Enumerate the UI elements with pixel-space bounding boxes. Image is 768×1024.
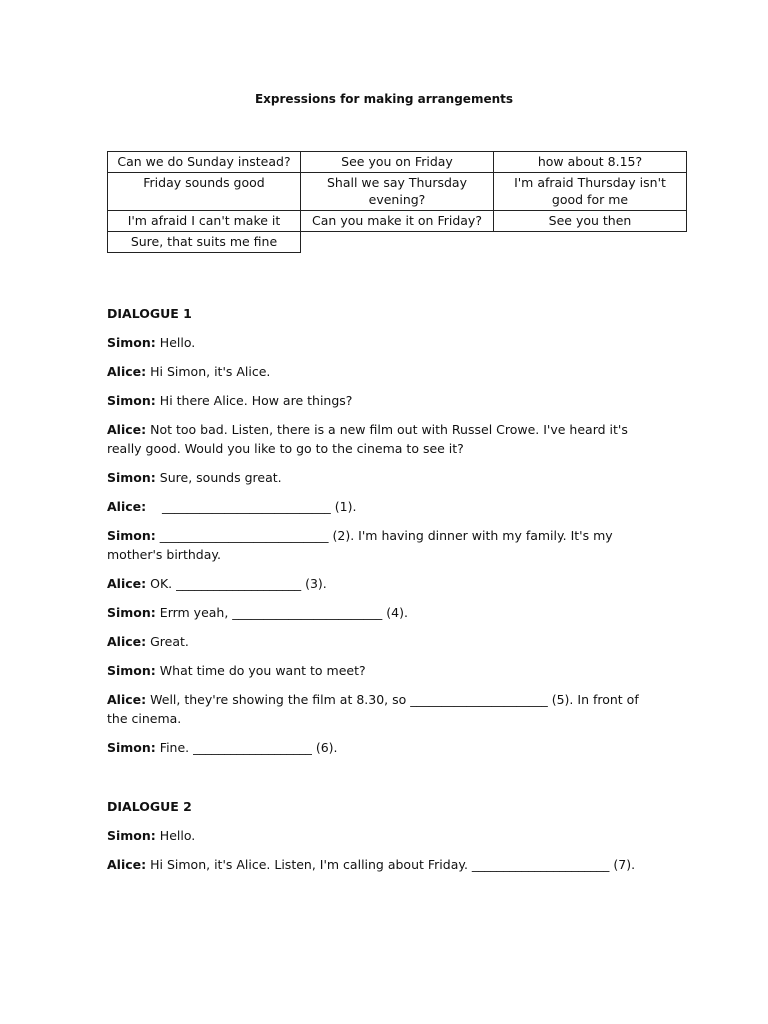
speaker-name: Simon:	[107, 740, 156, 755]
speaker-name: Alice:	[107, 857, 147, 872]
speaker-name: Simon:	[107, 393, 156, 408]
dialogue-line	[107, 661, 655, 680]
line-text: Hello.	[159, 335, 196, 350]
speaker-name: Simon:	[107, 663, 156, 678]
dialogue-line	[107, 632, 655, 651]
dialogue-line	[107, 391, 655, 410]
dialogue-line	[107, 826, 655, 845]
speaker-name: Alice:	[107, 499, 147, 514]
table-cell: Shall we say Thursday evening?	[301, 173, 494, 211]
line-text: Not too bad. Listen, there is a new film out with Russel Crowe. I've heard it's really good. Would you like to go to the cinema to see it?	[107, 422, 628, 456]
page-title: Expressions for making arrangements	[254, 92, 514, 106]
dialogue-line	[107, 738, 655, 757]
line-text: ___________________________ (2). I'm having dinner with my family. It's my mother's birthday.	[107, 528, 613, 562]
line-text: Hi Simon, it's Alice.	[150, 364, 271, 379]
table-cell: Friday sounds good	[108, 173, 301, 211]
speaker-name: Simon:	[107, 605, 156, 620]
speaker-name: Alice:	[107, 576, 147, 591]
speaker-name: Alice:	[107, 422, 147, 437]
table-row	[108, 173, 687, 211]
line-text: What time do you want to meet?	[159, 663, 366, 678]
speaker-name: Alice:	[107, 692, 147, 707]
dialogue-line	[107, 690, 655, 728]
table-cell: I'm afraid Thursday isn't good for me	[494, 173, 687, 211]
speaker-name: Alice:	[107, 634, 147, 649]
speaker-name: Simon:	[107, 335, 156, 350]
line-text: Errm yeah, ________________________ (4).	[159, 605, 408, 620]
speaker-name: Simon:	[107, 470, 156, 485]
table-row	[108, 211, 687, 232]
dialogue-line	[107, 574, 655, 593]
table-cell: See you on Friday	[301, 152, 494, 173]
table-cell: Can you make it on Friday?	[301, 211, 494, 232]
dialogue-line	[107, 468, 655, 487]
dialogue-heading: DIALOGUE 2	[107, 799, 192, 814]
dialogue-line	[107, 497, 655, 516]
line-text: Well, they're showing the film at 8.30, so ______________________ (5). In front of the cinema.	[107, 692, 639, 726]
table-cell-empty	[494, 232, 687, 253]
expressions-table	[107, 151, 687, 253]
table-cell-empty	[301, 232, 494, 253]
line-text: OK. ____________________ (3).	[150, 576, 327, 591]
speaker-name: Simon:	[107, 528, 156, 543]
dialogue-2	[107, 797, 655, 884]
dialogue-line	[107, 333, 655, 352]
dialogue-line	[107, 420, 655, 458]
line-text: Hi there Alice. How are things?	[159, 393, 353, 408]
table-cell: See you then	[494, 211, 687, 232]
table-cell: how about 8.15?	[494, 152, 687, 173]
dialogue-line	[107, 362, 655, 381]
line-text: ___________________________ (1).	[150, 499, 357, 514]
dialogue-line	[107, 855, 655, 874]
line-text: Hello.	[159, 828, 196, 843]
line-text: Fine. ___________________ (6).	[159, 740, 338, 755]
speaker-name: Alice:	[107, 364, 147, 379]
table-cell: Can we do Sunday instead?	[108, 152, 301, 173]
line-text: Hi Simon, it's Alice. Listen, I'm calling about Friday. ______________________ (7).	[150, 857, 636, 872]
table-cell: Sure, that suits me fine	[108, 232, 301, 253]
dialogue-heading: DIALOGUE 1	[107, 306, 192, 321]
dialogue-line	[107, 526, 655, 564]
table-row	[108, 152, 687, 173]
line-text: Sure, sounds great.	[159, 470, 282, 485]
table-cell: I'm afraid I can't make it	[108, 211, 301, 232]
dialogue-line	[107, 603, 655, 622]
line-text: Great.	[150, 634, 189, 649]
table-row	[108, 232, 687, 253]
dialogue-1	[107, 304, 655, 767]
speaker-name: Simon:	[107, 828, 156, 843]
